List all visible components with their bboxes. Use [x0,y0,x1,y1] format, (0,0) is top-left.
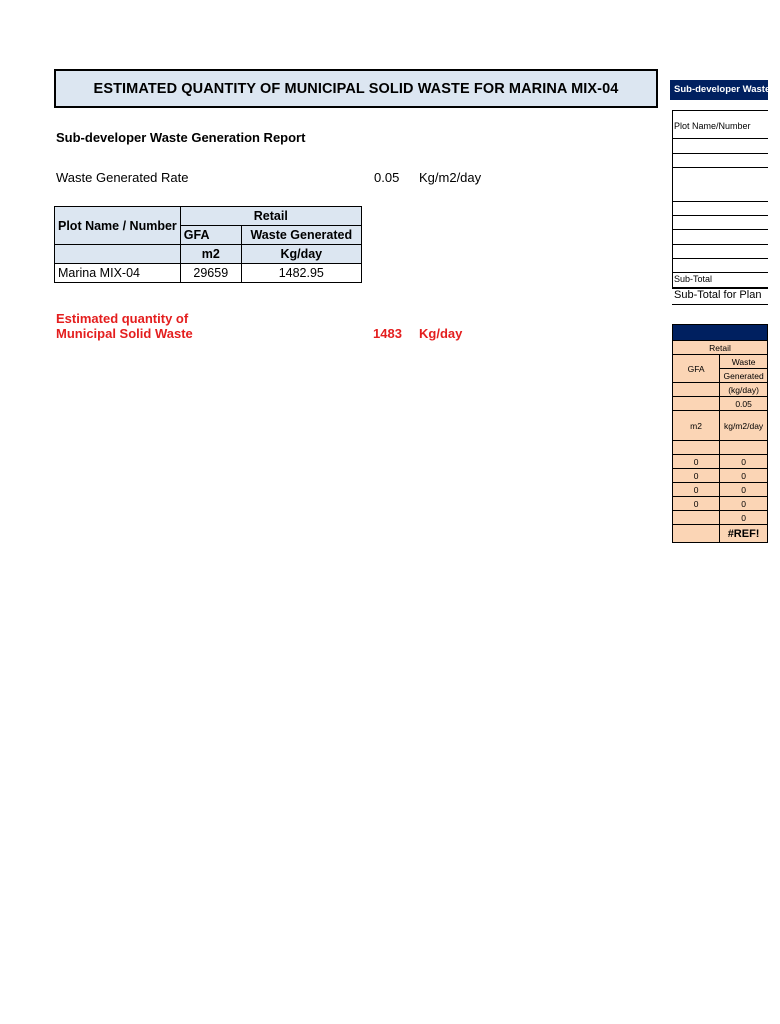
right-blank [673,441,720,455]
report-title: Sub-developer Waste Generation Report [56,130,306,145]
estimate-value: 1483 [373,326,402,341]
right-subtotal-plan: Sub-Total for Plan [674,289,762,301]
right-sheet-rule [672,167,768,168]
right-sheet-rule [672,153,768,154]
right-sheet-rule [672,304,768,305]
right-sheet-rule [672,244,768,245]
waste-unit: Kg/day [241,245,361,264]
right-kg-m2-day: kg/m2/day [720,411,768,441]
right-sheet-rule [672,201,768,202]
right-blank [720,441,768,455]
right-plot-label: Plot Name/Number [674,121,751,131]
sheet-title-text: ESTIMATED QUANTITY OF MUNICIPAL SOLID WASTE FOR MARINA MIX-04 [93,80,619,97]
right-sheet-title: Sub-developer Waste G [670,80,768,100]
right-table-header-bar [673,325,768,341]
right-cell[interactable]: 0 [720,497,768,511]
right-cell[interactable]: 0 [673,469,720,483]
right-sheet-rule [672,215,768,216]
right-waste-line1: Waste [720,355,768,369]
right-total[interactable]: 0 [720,511,768,525]
waste-header: Waste Generated [241,226,361,245]
right-waste-line2: Generated [720,369,768,383]
table-row [673,455,768,469]
right-cell[interactable]: 0 [673,455,720,469]
waste-table [54,206,362,283]
table-row [673,469,768,483]
right-sheet-border [672,110,673,288]
plot-header: Plot Name / Number [55,207,181,245]
estimate-label-line1: Estimated quantity of [56,311,189,326]
right-sheet-rule [672,138,768,139]
right-cell[interactable]: 0 [673,483,720,497]
right-kg-day: (kg/day) [720,383,768,397]
right-gfa: GFA [673,355,720,383]
right-ref-error[interactable]: #REF! [720,525,768,543]
plot-cell[interactable]: Marina MIX-04 [55,264,181,283]
right-cell[interactable]: 0 [720,469,768,483]
gfa-unit: m2 [180,245,241,264]
rate-value: 0.05 [374,170,400,185]
right-cell[interactable]: 0 [673,497,720,511]
right-rate: 0.05 [720,397,768,411]
plot-header-blank [55,245,181,264]
rate-unit: Kg/m2/day [419,170,482,185]
sheet-title [54,69,658,108]
right-sheet-rule [672,258,768,259]
right-sheet-rule [672,229,768,230]
right-sheet-rule [672,110,768,111]
estimate-unit: Kg/day [419,326,463,341]
waste-cell[interactable]: 1482.95 [241,264,361,283]
retail-header: Retail [180,207,361,226]
right-blank [673,397,720,411]
table-row [55,264,362,283]
right-blank [673,525,720,543]
estimate-label [56,311,193,341]
rate-label: Waste Generated Rate [56,170,189,185]
right-m2: m2 [673,411,720,441]
right-blank [673,383,720,397]
right-sheet-rule [672,272,768,273]
right-cell[interactable]: 0 [720,455,768,469]
table-row [673,497,768,511]
right-blank [673,511,720,525]
right-table [672,324,768,543]
gfa-cell[interactable]: 29659 [180,264,241,283]
right-retail: Retail [673,341,768,355]
table-row [673,483,768,497]
right-subtotal: Sub-Total [674,274,713,284]
estimate-label-line2: Municipal Solid Waste [56,326,193,341]
right-cell[interactable]: 0 [720,483,768,497]
gfa-header: GFA [180,226,241,245]
